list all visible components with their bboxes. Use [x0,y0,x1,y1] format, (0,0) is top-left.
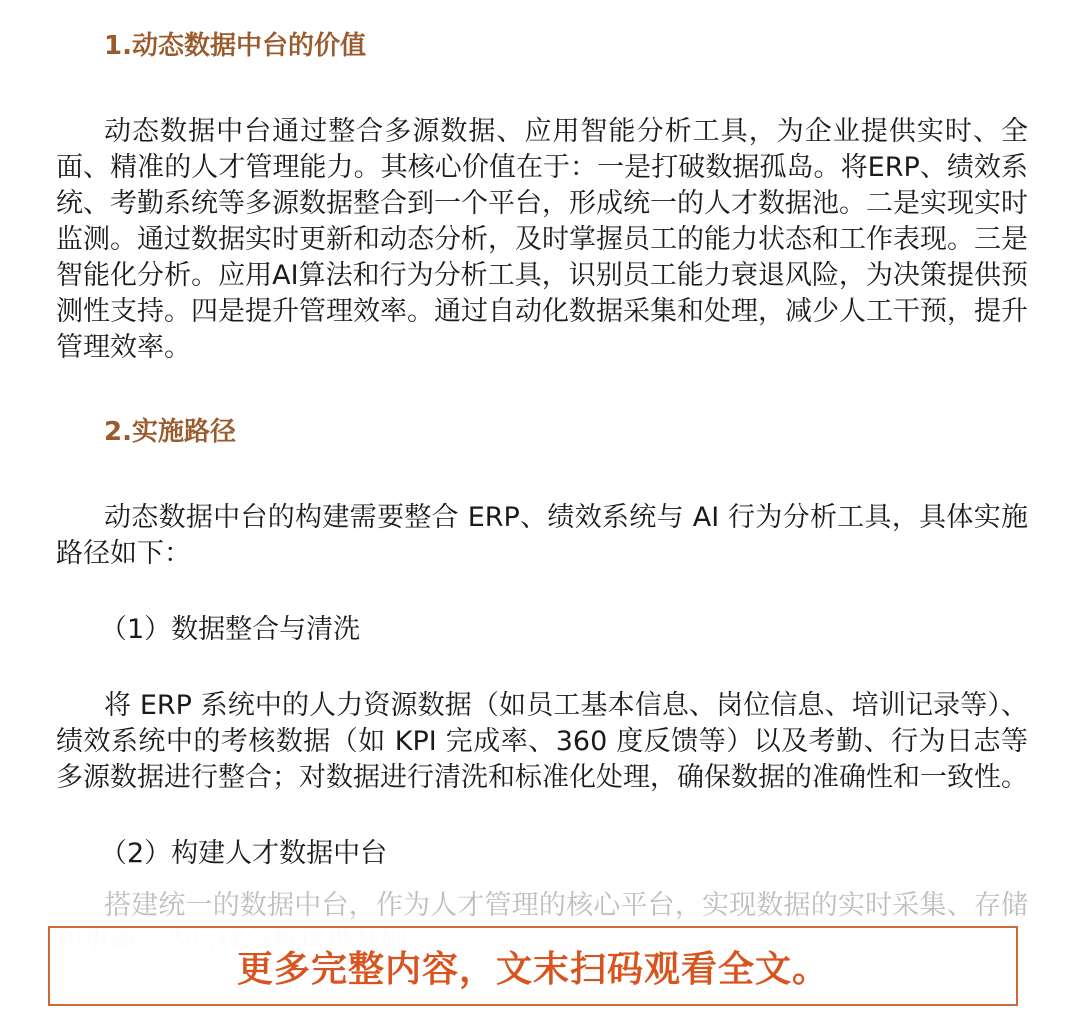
section2-intro: 动态数据中台的构建需要整合 ERP、绩效系统与 AI 行为分析工具，具体实施路径如下： [56,502,1028,569]
spacer [56,650,1028,688]
spacer [56,572,1028,610]
read-more-text: 更多完整内容，文末扫码观看全文。 [236,948,829,990]
section1-heading: 1.动态数据中台的价值 [104,31,366,61]
spacer [56,456,1028,500]
step2-paragraph-faded: 搭建统一的数据中台，作为人才管理的核心平台，实现数据的实时采集、存储 [104,890,1028,921]
step2-title: （2）构建人才数据中台 [100,838,388,869]
spacer [56,366,1028,408]
read-more-banner[interactable] [48,926,1018,1006]
spacer [56,796,1028,834]
step1-paragraph: 将 ERP 系统中的人力资源数据（如员工基本信息、岗位信息、培训记录等）、绩效系统中的考核数据（如 KPI 完成率、360 度反馈等）以及考勤、行为日志等多源数据进行整合；对数据进行清洗和标准化处理，确保数据的准确性和一致性。 [56,690,1028,793]
section1-paragraph: 动态数据中台通过整合多源数据、应用智能分析工具，为企业提供实时、全面、精准的人才管理能力。其核心价值在于：一是打破数据孤岛。将ERP、绩效系统、考勤系统等多源数据整合到一个平台，形成统一的人才数据池。二是实现实时监测。通过数据实时更新和动态分析，及时掌握员工的能力状态和工作表现。三是智能化分析。应用AI算法和行为分析工具，识别员工能力衰退风险，为决策提供预测性支持。四是提升管理效率。通过自动化数据采集和处理，减少人工干预，提升管理效率。 [56,116,1028,363]
spacer [56,70,1028,114]
section2-heading: 2.实施路径 [104,417,236,447]
step1-title: （1）数据整合与清洗 [100,614,361,645]
article-body [56,22,1028,874]
